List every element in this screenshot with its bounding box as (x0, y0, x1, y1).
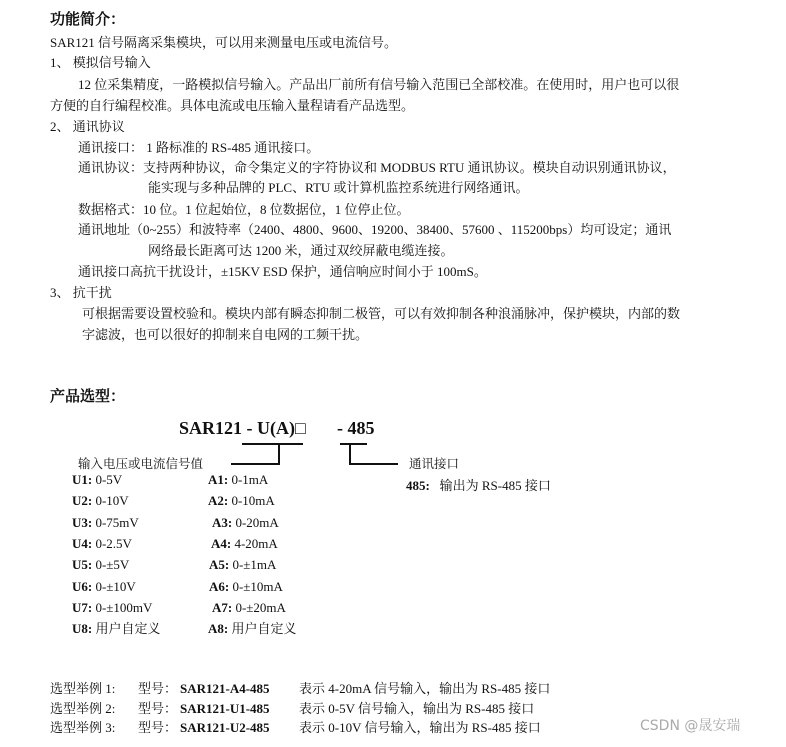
option-code: A5: (209, 557, 230, 573)
option-code: A4: (211, 535, 232, 551)
option-value: 0-20mA (235, 514, 279, 530)
voltage-option (72, 536, 132, 552)
option-value: 用户自定义 (95, 621, 161, 637)
section-2-text: 数据格式：10 位。1 位起始位，8 位数据位，1 位停止位。 (78, 202, 410, 217)
model-suffix: - 485 (337, 418, 375, 438)
example-type: 型号： (138, 700, 178, 716)
option-value: 用户自定义 (231, 621, 297, 637)
current-option (208, 472, 268, 488)
bracket-line (349, 443, 351, 465)
voltage-option (72, 515, 139, 531)
current-option (208, 493, 275, 509)
example-model: SAR121-U1-485 (180, 700, 270, 716)
voltage-option (72, 600, 152, 616)
section-2-text: 网络最长距离可达 1200 米，通过双绞屏蔽电缆连接。 (148, 243, 454, 258)
voltage-option (72, 579, 136, 595)
bracket-line (340, 443, 367, 445)
section-2-title: 2、 通讯协议 (50, 119, 125, 134)
option-code: A7: (212, 599, 233, 615)
example-label: 选型举例 2: (50, 700, 116, 716)
example-model: SAR121-U2-485 (180, 720, 270, 735)
intro-title: 功能简介： (50, 10, 126, 28)
section-1-text: 12 位采集精度，一路模拟信号输入。产品出厂前所有信号输入范围已全部校准。在使用时，用户也可以很 (78, 77, 680, 92)
comm-desc: 输出为 RS-485 接口 (439, 478, 551, 493)
option-value: 0-1mA (231, 472, 269, 487)
section-1-text: 方便的自行编程校准。具体电流或电压输入量程请看产品选型。 (50, 98, 415, 113)
bracket-line (278, 443, 280, 465)
voltage-option (72, 557, 129, 573)
intro-summary: SAR121 信号隔离采集模块，可以用来测量电压或电流信号。 (50, 35, 398, 50)
option-code: U4: (72, 535, 93, 551)
watermark: CSDN @晟安瑞 (640, 718, 741, 734)
option-code: U7: (72, 599, 93, 615)
bracket-line (349, 463, 398, 465)
comm-code: 485: (406, 478, 430, 493)
option-value: 0-±10V (95, 578, 136, 594)
comm-label: 通讯接口 (409, 456, 460, 471)
voltage-option (72, 621, 160, 637)
example-desc: 表示 4-20mA 信号输入，输出为 RS-485 接口 (299, 681, 551, 696)
comm-option (406, 478, 551, 494)
current-option (209, 579, 283, 595)
section-2-text: 能实现与多种品牌的 PLC、RTU 或计算机监控系统进行网络通讯。 (148, 180, 529, 195)
option-code: U3: (72, 514, 93, 530)
input-label: 输入电压或电流信号值 (78, 456, 204, 471)
example-label: 选型举例 3: (50, 720, 116, 735)
option-code: A8: (208, 621, 229, 637)
option-value: 0-2.5V (95, 535, 132, 551)
option-code: A3: (212, 514, 233, 530)
option-value: 0-±10mA (232, 578, 283, 594)
option-value: 0-10mA (231, 493, 275, 509)
current-option (212, 515, 279, 531)
option-value: 0-±1mA (232, 557, 277, 573)
option-code: U2: (72, 493, 93, 509)
voltage-option (72, 472, 122, 488)
section-1-title: 1、 模拟信号输入 (50, 55, 151, 70)
example-desc: 表示 0-5V 信号输入，输出为 RS-485 接口 (299, 700, 535, 716)
option-code: U6: (72, 578, 93, 594)
section-2-text: 通讯接口： 1 路标准的 RS-485 通讯接口。 (78, 140, 320, 155)
example-type: 型号： (138, 720, 178, 735)
example-label: 选型举例 1: (50, 681, 116, 696)
voltage-option (72, 493, 129, 509)
option-code: A2: (208, 493, 229, 509)
option-value: 0-5V (95, 472, 123, 487)
current-option (209, 557, 276, 573)
option-value: 4-20mA (234, 535, 278, 551)
current-option (208, 621, 296, 637)
option-code: A1: (208, 472, 229, 487)
selection-title: 产品选型： (50, 387, 126, 405)
bracket-line (242, 443, 303, 445)
option-value: 0-10V (95, 493, 129, 509)
bracket-line (231, 463, 280, 465)
option-code: U1: (72, 472, 93, 487)
section-2-text: 通讯地址（0~255）和波特率（2400、4800、9600、19200、38400、57600 、115200bps）均可设定；通讯 (78, 222, 672, 237)
option-code: U5: (72, 557, 93, 573)
section-3-title: 3、 抗干扰 (50, 285, 112, 300)
current-option (212, 600, 286, 616)
section-2-text: 通讯接口高抗干扰设计，±15KV ESD 保护，通信响应时间小于 100mS。 (78, 264, 487, 279)
example-desc: 表示 0-10V 信号输入，输出为 RS-485 接口 (299, 720, 541, 735)
current-option (211, 536, 278, 552)
option-code: U8: (72, 621, 93, 637)
option-value: 0-±20mA (235, 599, 286, 615)
option-value: 0-±5V (95, 557, 130, 573)
option-value: 0-±100mV (95, 599, 153, 615)
example-type: 型号： (138, 681, 178, 696)
section-3-text: 字滤波，也可以很好的抑制来自电网的工频干扰。 (82, 327, 369, 342)
option-value: 0-75mV (95, 514, 139, 530)
model-code: SAR121 - U(A)□ (179, 418, 306, 438)
section-2-text: 通讯协议：支持两种协议，命令集定义的字符协议和 MODBUS RTU 通讯协议。模块自动识别通讯协议， (78, 160, 676, 175)
section-3-text: 可根据需要设置校验和。模块内部有瞬态抑制二极管，可以有效抑制各种浪涌脉冲，保护模块，内部的数 (82, 306, 681, 321)
example-model: SAR121-A4-485 (180, 681, 270, 696)
option-code: A6: (209, 578, 230, 594)
